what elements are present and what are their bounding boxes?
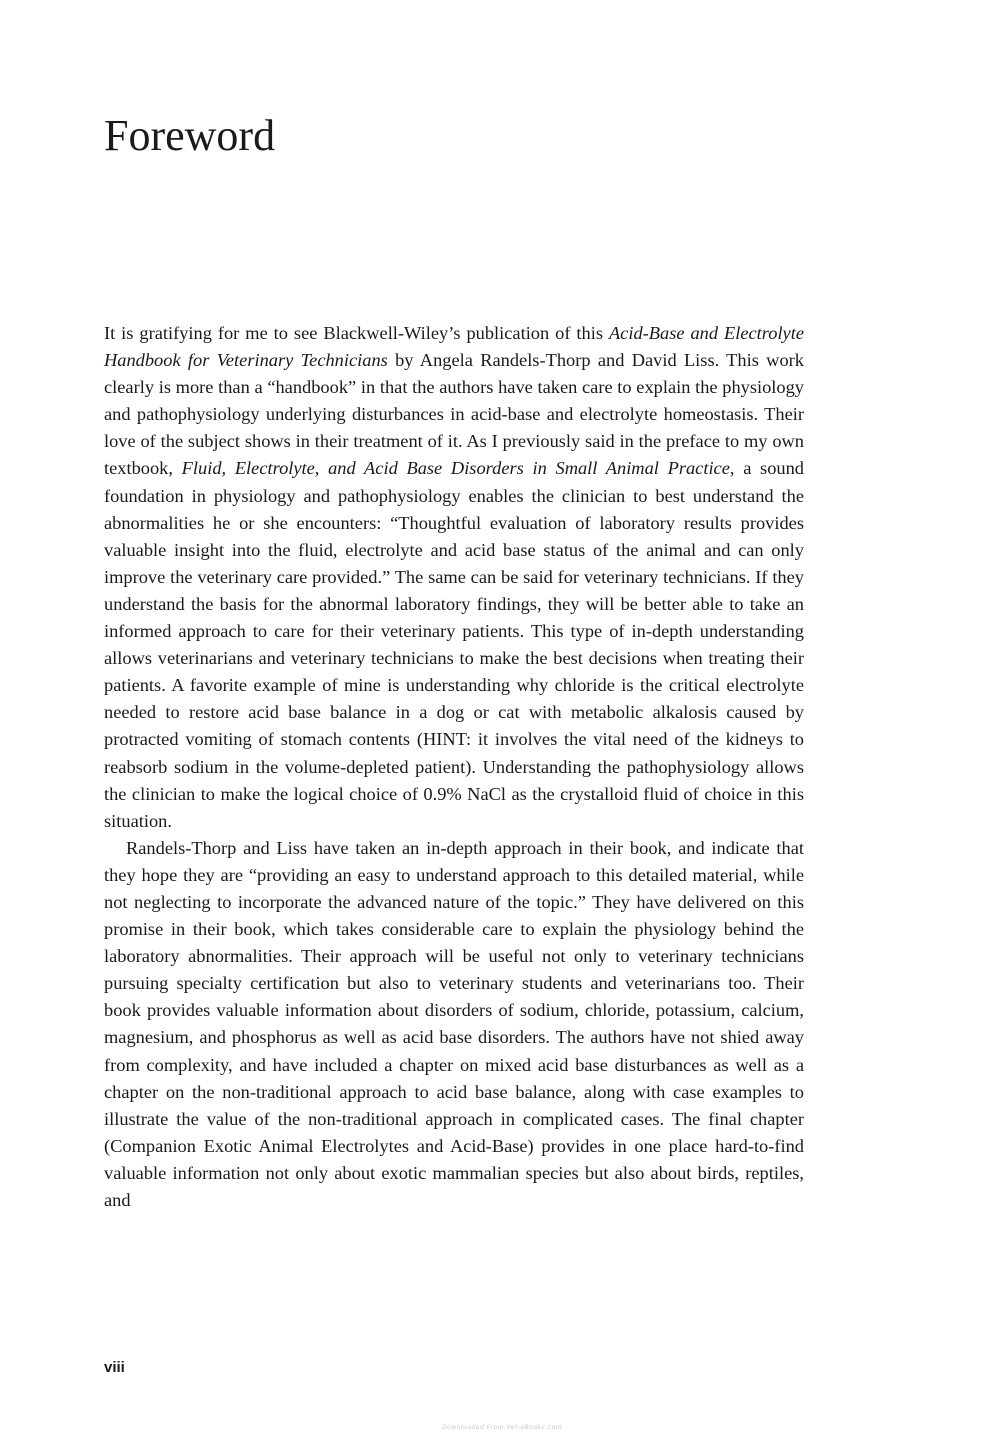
book-title-italic: Acid-Base and Electrolyte Handbook for Veterinary Technicians — [104, 323, 804, 371]
paragraph-2: Randels-Thorp and Liss have taken an in-depth approach in their book, and indicate that they hope they are “providing an easy to understand approach to this detailed material, while not neglecting to incorporate the advanced nature of the topic.” They have delivered on this promise in their book, which takes considerable care to explain the physiology behind the laboratory abnormalities. Their approach will be useful not only to veterinary technicians pursuing specialty certification but also to veterinary students and veterinarians too. Their book provides valuable information about disorders of sodium, chloride, potassium, calcium, magnesium, and phosphorus as well as acid base disorders. The authors have not shied away from complexity, and have included a chapter on mixed acid base disturbances as well as a chapter on the non-traditional approach to acid base balance, along with case examples to illustrate the value of the non-traditional approach in complicated cases. The final chapter (Companion Exotic Animal Electrolytes and Acid-Base) provides in one place hard-to-find valuable information not only about exotic mammalian species but also about birds, reptiles, and — [104, 837, 804, 1210]
footer-watermark: Downloaded From Vet-eBooks.com — [441, 1424, 562, 1431]
paragraph-1 — [104, 320, 804, 835]
textbook-title-italic: Fluid, Electrolyte, and Acid Base Disorders in Small Animal Practice — [181, 458, 730, 479]
paragraph-1-text-c: , a sound foundation in physiology and pathophysiology enables the clinician to best understand the abnormalities he or she encounters: “Thoughtful evaluation of laboratory results provides valuable insight into the fluid, electrolyte and acid base status of the animal and can only improve the veterinary care provided.” The same can be said for veterinary technicians. If they understand the basis for the abnormal laboratory findings, they will be better able to take an informed approach to care for their veterinary patients. This type of in-depth understanding allows veterinarians and veterinary technicians to make the best decisions when treating their patients. A favorite example of mine is understanding why chloride is the critical electrolyte needed to restore acid base balance in a dog or cat with metabolic alkalosis caused by protracted vomiting of stomach contents (HINT: it involves the vital need of the kidneys to reabsorb sodium in the volume-depleted patient). Understanding the pathophysiology allows the clinician to make the logical choice of 0.9% NaCl as the crystalloid fluid of choice in this situation. — [104, 458, 804, 831]
chapter-title: Foreword — [104, 111, 276, 160]
page-number: viii — [104, 1359, 125, 1376]
paragraph-1-text-b: by Angela Randels-Thorp and David Liss. This work clearly is more than a “handbook” in that the authors have taken care to explain the physiology and pathophysiology underlying disturbances in acid-base and electrolyte homeostasis. Their love of the subject shows in their treatment of it. As I previously said in the preface to my own textbook, — [104, 350, 804, 479]
paragraph-1-text-a: It is gratifying for me to see Blackwell-Wiley’s publication of this — [104, 323, 609, 343]
foreword-body — [104, 320, 804, 1214]
